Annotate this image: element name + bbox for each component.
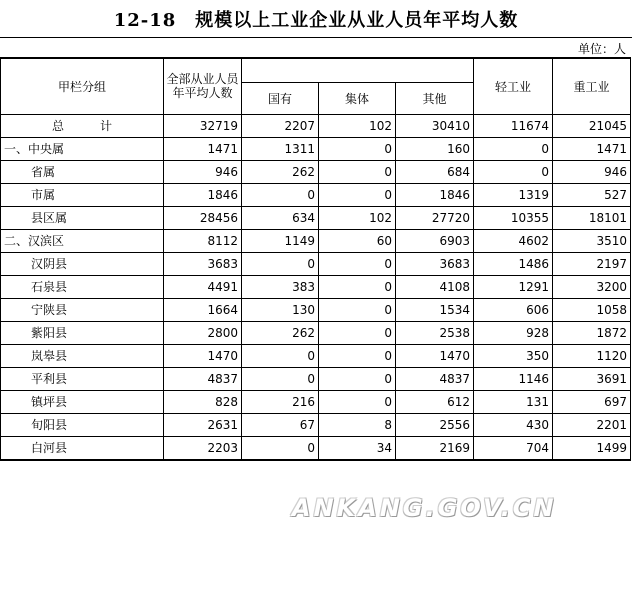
- row-value-cell: 1058: [553, 298, 631, 321]
- site-watermark: ANKANG.GOV.CN: [292, 494, 557, 522]
- row-label: 石泉县: [1, 275, 164, 298]
- row-value-cell: 1471: [164, 137, 242, 160]
- row-label: 平利县: [1, 367, 164, 390]
- row-value-cell: 350: [474, 344, 553, 367]
- table-row: [1, 137, 631, 160]
- table-row: [1, 390, 631, 413]
- row-value-cell: 697: [553, 390, 631, 413]
- table-row: [1, 206, 631, 229]
- row-value-cell: 18101: [553, 206, 631, 229]
- employment-table: [0, 57, 631, 461]
- row-label: 市属: [1, 183, 164, 206]
- row-value-cell: 4837: [164, 367, 242, 390]
- table-row: [1, 275, 631, 298]
- row-value-cell: 262: [242, 160, 319, 183]
- row-value-cell: 684: [396, 160, 474, 183]
- row-value-cell: 0: [319, 137, 396, 160]
- total-row-cell: 21045: [553, 114, 631, 137]
- table-row: [1, 344, 631, 367]
- row-value-cell: 160: [396, 137, 474, 160]
- row-label: 宁陕县: [1, 298, 164, 321]
- row-value-cell: 3683: [396, 252, 474, 275]
- table-row: [1, 413, 631, 436]
- row-value-cell: 1470: [396, 344, 474, 367]
- row-value-cell: 0: [319, 344, 396, 367]
- row-value-cell: 0: [242, 367, 319, 390]
- row-value-cell: 1486: [474, 252, 553, 275]
- row-value-cell: 1120: [553, 344, 631, 367]
- row-label: 二、汉滨区: [1, 229, 164, 252]
- row-value-cell: 0: [242, 252, 319, 275]
- row-value-cell: 527: [553, 183, 631, 206]
- row-value-cell: 6903: [396, 229, 474, 252]
- row-value-cell: 606: [474, 298, 553, 321]
- row-value-cell: 2556: [396, 413, 474, 436]
- row-value-cell: 1291: [474, 275, 553, 298]
- row-value-cell: 60: [319, 229, 396, 252]
- row-value-cell: 1872: [553, 321, 631, 344]
- row-value-cell: 4491: [164, 275, 242, 298]
- unit-label: 单位：人: [577, 42, 626, 56]
- table-row: [1, 298, 631, 321]
- row-value-cell: 1499: [553, 436, 631, 460]
- row-value-cell: 828: [164, 390, 242, 413]
- row-value-cell: 2203: [164, 436, 242, 460]
- row-value-cell: 946: [164, 160, 242, 183]
- total-row-cell: 102: [319, 114, 396, 137]
- row-value-cell: 704: [474, 436, 553, 460]
- row-label: 汉阴县: [1, 252, 164, 275]
- row-value-cell: 0: [319, 321, 396, 344]
- row-label: 白河县: [1, 436, 164, 460]
- row-value-cell: 0: [319, 298, 396, 321]
- table-row: [1, 183, 631, 206]
- row-label: 紫阳县: [1, 321, 164, 344]
- total-row-cell: 32719: [164, 114, 242, 137]
- row-value-cell: 0: [319, 275, 396, 298]
- row-value-cell: 27720: [396, 206, 474, 229]
- row-value-cell: 2631: [164, 413, 242, 436]
- row-value-cell: 1471: [553, 137, 631, 160]
- row-label: 省属: [1, 160, 164, 183]
- row-value-cell: 8112: [164, 229, 242, 252]
- row-value-cell: 612: [396, 390, 474, 413]
- row-value-cell: 4108: [396, 275, 474, 298]
- row-value-cell: 4837: [396, 367, 474, 390]
- row-value-cell: 0: [319, 390, 396, 413]
- row-value-cell: 1664: [164, 298, 242, 321]
- row-value-cell: 1846: [164, 183, 242, 206]
- table-row: [1, 367, 631, 390]
- total-row-cell: 30410: [396, 114, 474, 137]
- row-value-cell: 0: [242, 436, 319, 460]
- row-value-cell: 0: [242, 344, 319, 367]
- row-value-cell: 1470: [164, 344, 242, 367]
- title-divider: [0, 37, 632, 38]
- table-row: [1, 229, 631, 252]
- table-row: [1, 252, 631, 275]
- row-label: 一、中央属: [1, 137, 164, 160]
- row-value-cell: 0: [319, 252, 396, 275]
- row-value-cell: 430: [474, 413, 553, 436]
- header-collective: 集体: [319, 82, 396, 114]
- header-state-owned: 国有: [242, 82, 319, 114]
- row-value-cell: 102: [319, 206, 396, 229]
- header-ownership-span: [242, 58, 474, 82]
- row-value-cell: 4602: [474, 229, 553, 252]
- row-value-cell: 3683: [164, 252, 242, 275]
- table-row: [1, 160, 631, 183]
- row-value-cell: 2169: [396, 436, 474, 460]
- header-light-industry: 轻工业: [474, 58, 553, 114]
- total-row: [1, 114, 631, 137]
- row-value-cell: 67: [242, 413, 319, 436]
- header-other: 其他: [396, 82, 474, 114]
- row-value-cell: 2197: [553, 252, 631, 275]
- row-value-cell: 2201: [553, 413, 631, 436]
- row-label: 旬阳县: [1, 413, 164, 436]
- row-value-cell: 0: [474, 137, 553, 160]
- row-value-cell: 946: [553, 160, 631, 183]
- row-value-cell: 1846: [396, 183, 474, 206]
- row-label: 镇坪县: [1, 390, 164, 413]
- row-value-cell: 2538: [396, 321, 474, 344]
- header-heavy-industry: 重工业: [553, 58, 631, 114]
- row-value-cell: 1534: [396, 298, 474, 321]
- row-value-cell: 928: [474, 321, 553, 344]
- row-value-cell: 216: [242, 390, 319, 413]
- row-value-cell: 0: [474, 160, 553, 183]
- row-value-cell: 0: [319, 183, 396, 206]
- row-value-cell: 1149: [242, 229, 319, 252]
- total-row-label: 总 计: [1, 114, 164, 137]
- row-label: 县区属: [1, 206, 164, 229]
- row-value-cell: 1319: [474, 183, 553, 206]
- row-value-cell: 0: [242, 183, 319, 206]
- row-value-cell: 10355: [474, 206, 553, 229]
- row-value-cell: 1146: [474, 367, 553, 390]
- row-value-cell: 8: [319, 413, 396, 436]
- header-group: 甲栏分组: [1, 58, 164, 114]
- table-row: [1, 321, 631, 344]
- row-value-cell: 34: [319, 436, 396, 460]
- row-value-cell: 1311: [242, 137, 319, 160]
- table-row: [1, 436, 631, 460]
- total-row-cell: 2207: [242, 114, 319, 137]
- row-value-cell: 131: [474, 390, 553, 413]
- page-title: 12-18 规模以上工业企业从业人员年平均人数: [113, 10, 519, 31]
- row-value-cell: 3200: [553, 275, 631, 298]
- table-body: [1, 114, 631, 460]
- row-value-cell: 0: [319, 160, 396, 183]
- row-value-cell: 28456: [164, 206, 242, 229]
- row-value-cell: 130: [242, 298, 319, 321]
- row-value-cell: 3510: [553, 229, 631, 252]
- row-value-cell: 3691: [553, 367, 631, 390]
- total-row-cell: 11674: [474, 114, 553, 137]
- row-value-cell: 634: [242, 206, 319, 229]
- header-total: 全部从业人员年平均人数: [164, 58, 242, 114]
- row-value-cell: 0: [319, 367, 396, 390]
- row-value-cell: 2800: [164, 321, 242, 344]
- row-value-cell: 262: [242, 321, 319, 344]
- row-label: 岚皋县: [1, 344, 164, 367]
- row-value-cell: 383: [242, 275, 319, 298]
